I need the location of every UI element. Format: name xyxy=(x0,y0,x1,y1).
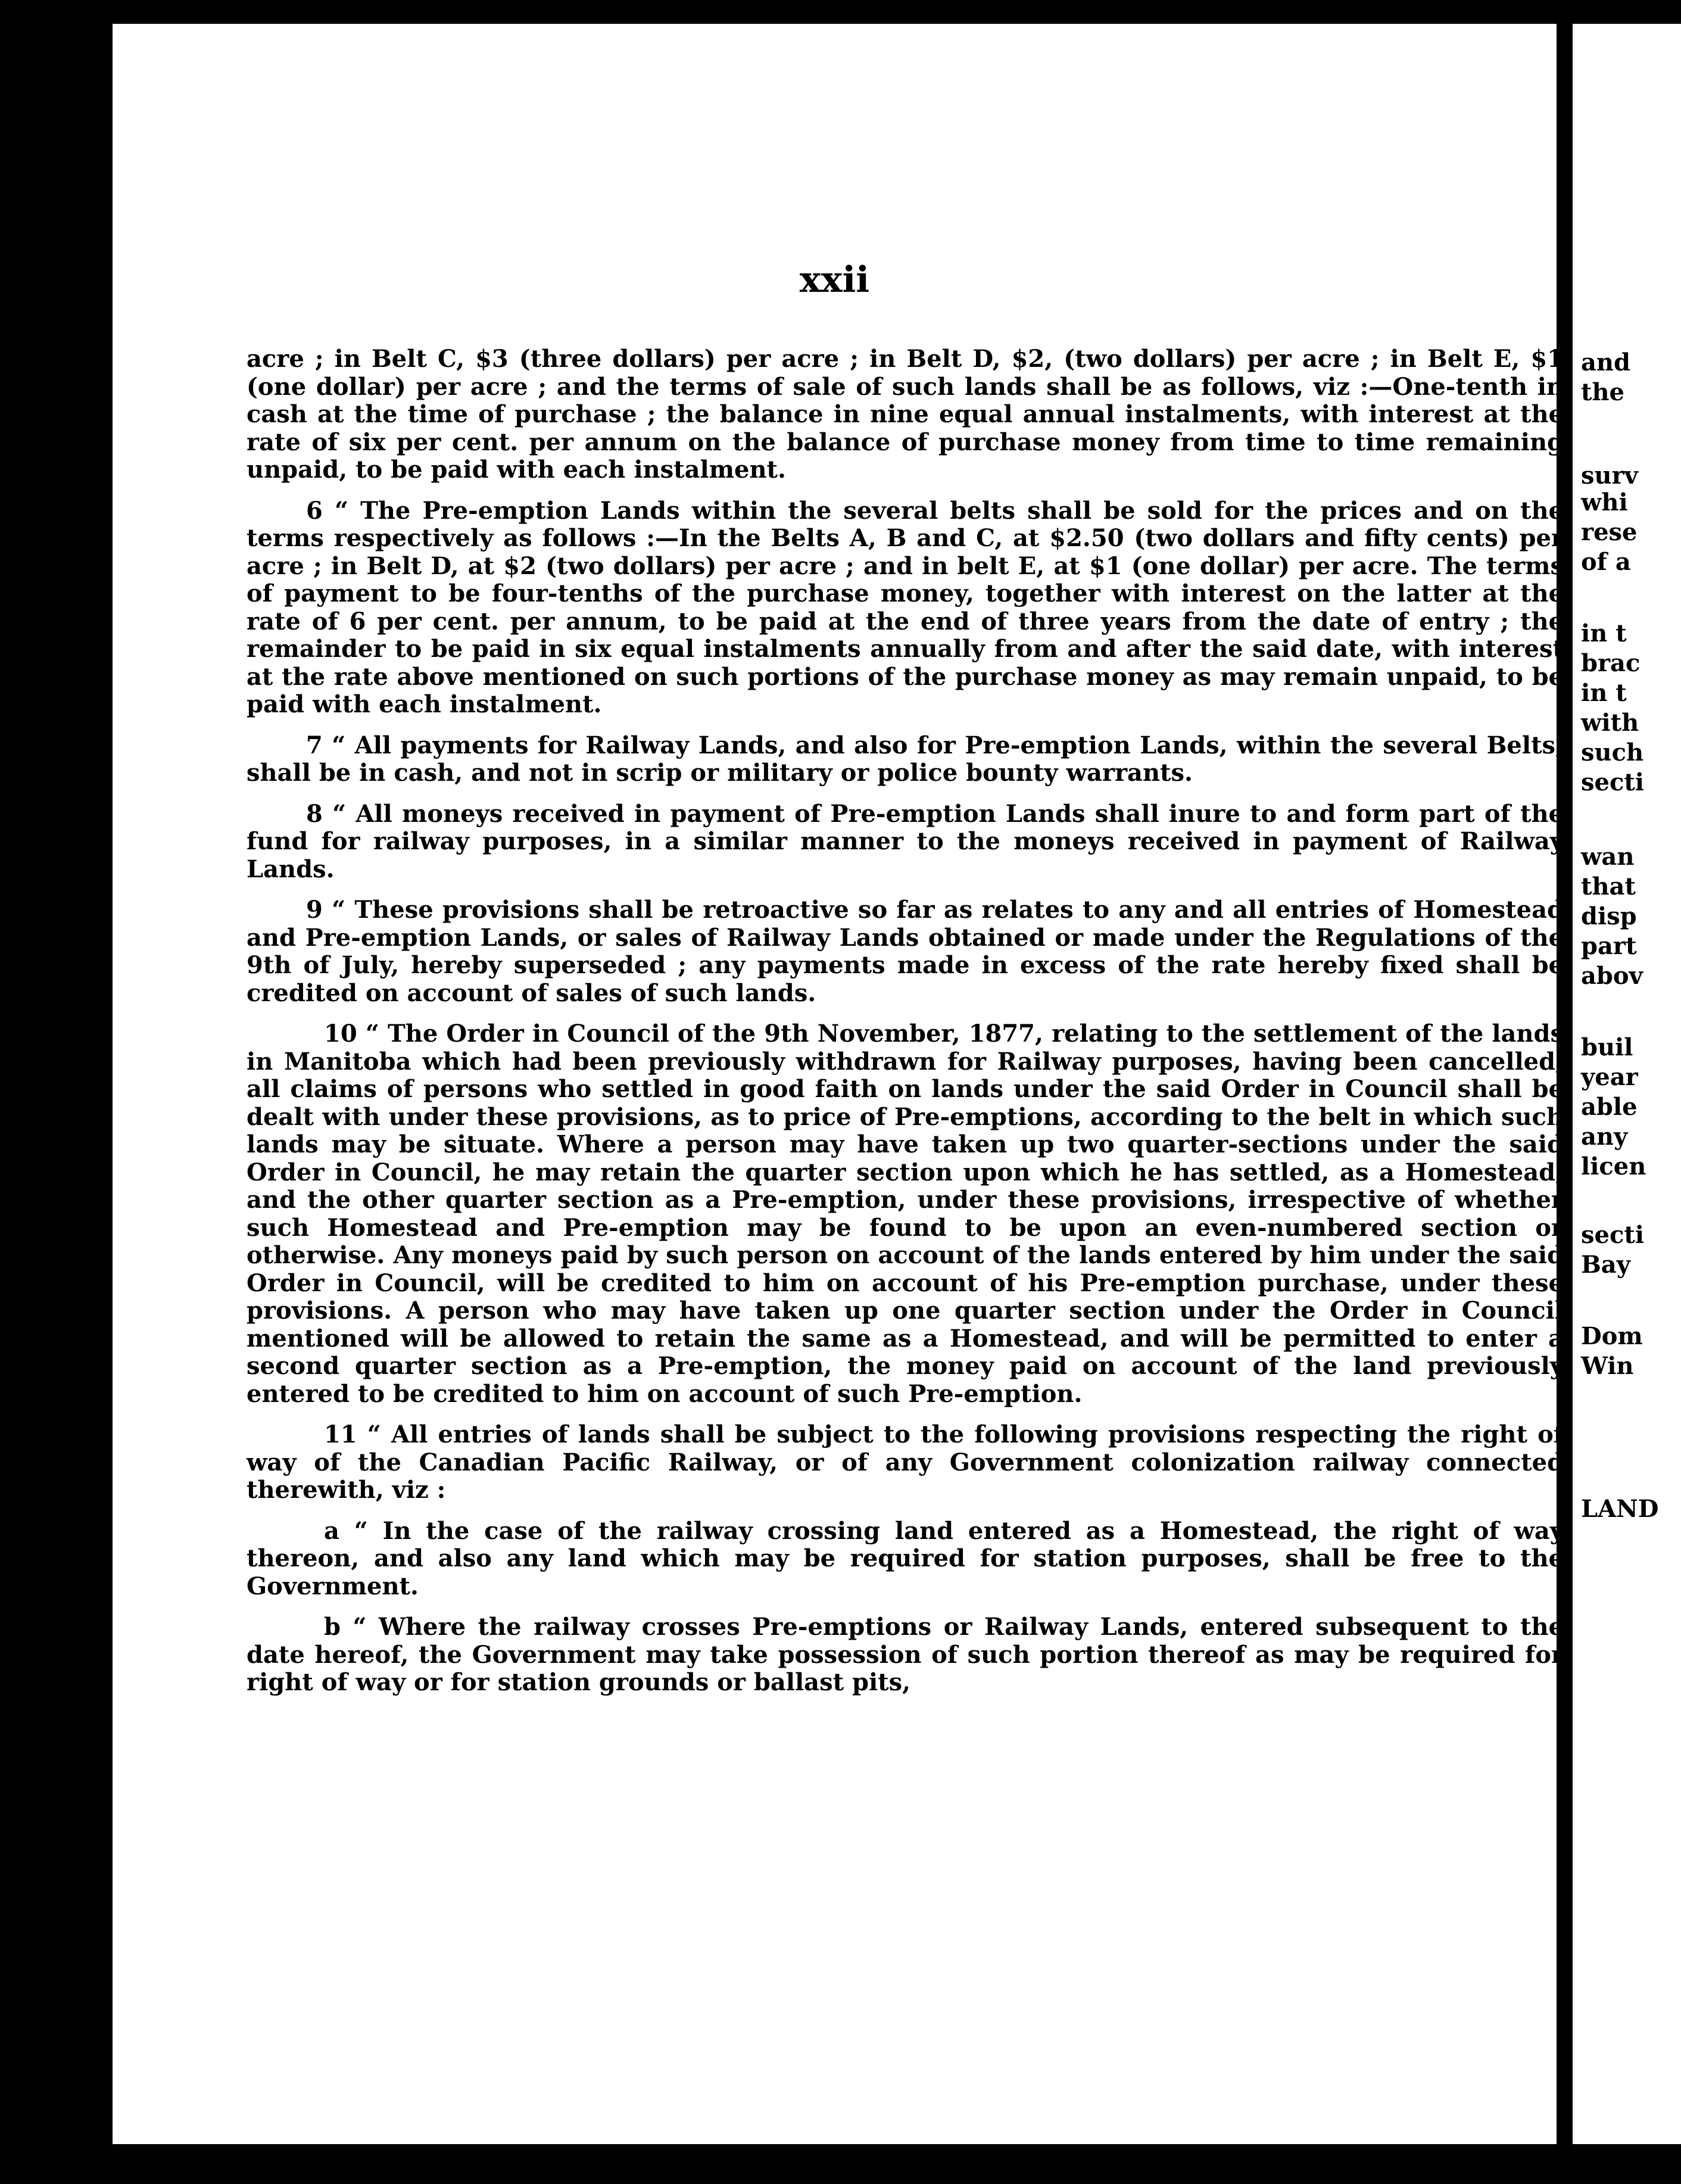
body-text xyxy=(247,345,1564,1710)
adjacent-line: such xyxy=(1581,739,1644,767)
paragraph-11a: a “ In the case of the railway crossing land entered as a Homestead, the right of way thereon, and also any land which may be required for station purposes, shall be free to the Government. xyxy=(247,1516,1564,1600)
paragraph-continuation: acre ; in Belt C, $3 (three dollars) per acre ; in Belt D, $2, (two dollars) per acre ; in Belt E, $1 (one dollar) per acre ; and the terms of sale of such lands shall be as follows, viz :—One-tenth in cash at the time of purchase ; the balance in nine equal annual instalments, with interest at the rate of six per cent. per annum on the balance of purchase money from time to time remaining unpaid, to be paid with each instalment. xyxy=(247,345,1564,484)
paragraph-7: 7 “ All payments for Railway Lands, and also for Pre-emption Lands, within the several Belts, shall be in cash, and not in scrip or military or police bounty warrants. xyxy=(247,731,1564,787)
scan-speck xyxy=(1664,459,1669,463)
adjacent-line: LAND xyxy=(1581,1495,1659,1523)
adjacent-line: secti xyxy=(1581,1221,1644,1249)
adjacent-line: in t xyxy=(1581,619,1627,647)
adjacent-line: abov xyxy=(1581,962,1643,990)
adjacent-line: licen xyxy=(1581,1152,1646,1180)
paragraph-6: 6 “ The Pre-emption Lands within the several belts shall be sold for the prices and on the terms respectively as follows :—In the Belts A, B and C, at $2.50 (two dollars and fifty cents) per acre ; in Belt D, at $2 (two dollars) per acre ; and in belt E, at $1 (one dollar) per acre. The terms of payment to be four-tenths of the purchase money, together with interest on the latter at the rate of 6 per cent. per annum, to be paid at the end of three years from the date of entry ; the remainder to be paid in six equal instalments annually from and after the said date, with interest at the rate above mentioned on such portions of the purchase money as may remain unpaid, to be paid with each instalment. xyxy=(247,496,1564,718)
adjacent-line: of a xyxy=(1581,548,1631,576)
adjacent-line: part xyxy=(1581,932,1637,960)
page-number: xxii xyxy=(799,259,870,301)
document-page xyxy=(113,24,1564,2144)
adjacent-line: surv xyxy=(1581,462,1638,490)
adjacent-line: rese xyxy=(1581,518,1638,546)
adjacent-line: disp xyxy=(1581,902,1637,930)
paragraph-11b: b “ Where the railway crosses Pre-emptions or Railway Lands, entered subsequent to the date hereof, the Government may take possession of such portion thereof as may be required for right of way or for station grounds or ballast pits, xyxy=(247,1613,1564,1696)
adjacent-line: any xyxy=(1581,1123,1628,1151)
adjacent-line: wan xyxy=(1581,843,1635,871)
paragraph-9: 9 “ These provisions shall be retroactive so far as relates to any and all entries of Homestead and Pre-emption Lands, or sales of Railway Lands obtained or made under the Regulations of the 9th of July, hereby superseded ; any payments made in excess of the rate hereby fixed shall be credited on account of sales of such lands. xyxy=(247,896,1564,1007)
adjacent-line: year xyxy=(1581,1063,1638,1091)
adjacent-line: able xyxy=(1581,1093,1638,1121)
adjacent-line: the xyxy=(1581,378,1625,406)
scan-speck xyxy=(122,697,126,701)
adjacent-line: Dom xyxy=(1581,1322,1643,1350)
adjacent-line: brac xyxy=(1581,649,1641,677)
paragraph-10: 10 “ The Order in Council of the 9th November, 1877, relating to the settlement of the lands in Manitoba which had been previously withdrawn for Railway purposes, having been cancelled, all claims of persons who settled in good faith on lands under the said Order in Council shall be dealt with under these provisions, as to price of Pre-emptions, according to the belt in which such lands may be situate. Where a person may have taken up two quarter-sections under the said Order in Council, he may retain the quarter section upon which he has settled, as a Homestead, and the other quarter section as a Pre-emption, under these provisions, irrespective of whether such Homestead and Pre-emption may be found to be upon an even-numbered section or otherwise. Any moneys paid by such person on account of the lands entered by him under the said Order in Council, will be credited to him on account of his Pre-emption purchase, under these provisions. A person who may have taken up one quarter section under the Order in Council mentioned will be allowed to retain the same as a Homestead, and will be permitted to enter a second quarter section as a Pre-emption, the money paid on account of the land previously entered to be credited to him on account of such Pre-emption. xyxy=(247,1020,1564,1408)
adjacent-page-edge xyxy=(1573,24,1681,2144)
adjacent-line: secti xyxy=(1581,768,1644,796)
adjacent-line: that xyxy=(1581,873,1636,901)
paragraph-8: 8 “ All moneys received in payment of Pre-emption Lands shall inure to and form part of the fund for railway purposes, in a similar manner to the moneys received in payment of Railway Lands. xyxy=(247,799,1564,883)
scan-speck xyxy=(119,134,124,139)
adjacent-line: Bay xyxy=(1581,1251,1630,1279)
adjacent-line: buil xyxy=(1581,1033,1633,1061)
adjacent-line: in t xyxy=(1581,679,1627,707)
adjacent-line: with xyxy=(1581,709,1639,737)
adjacent-line: and xyxy=(1581,348,1630,376)
paragraph-11: 11 “ All entries of lands shall be subject to the following provisions respecting the right of way of the Canadian Pacific Railway, or of any Government colonization railway connected therewith, viz : xyxy=(247,1420,1564,1504)
adjacent-line: Win xyxy=(1581,1352,1634,1380)
adjacent-line: whi xyxy=(1581,488,1628,516)
